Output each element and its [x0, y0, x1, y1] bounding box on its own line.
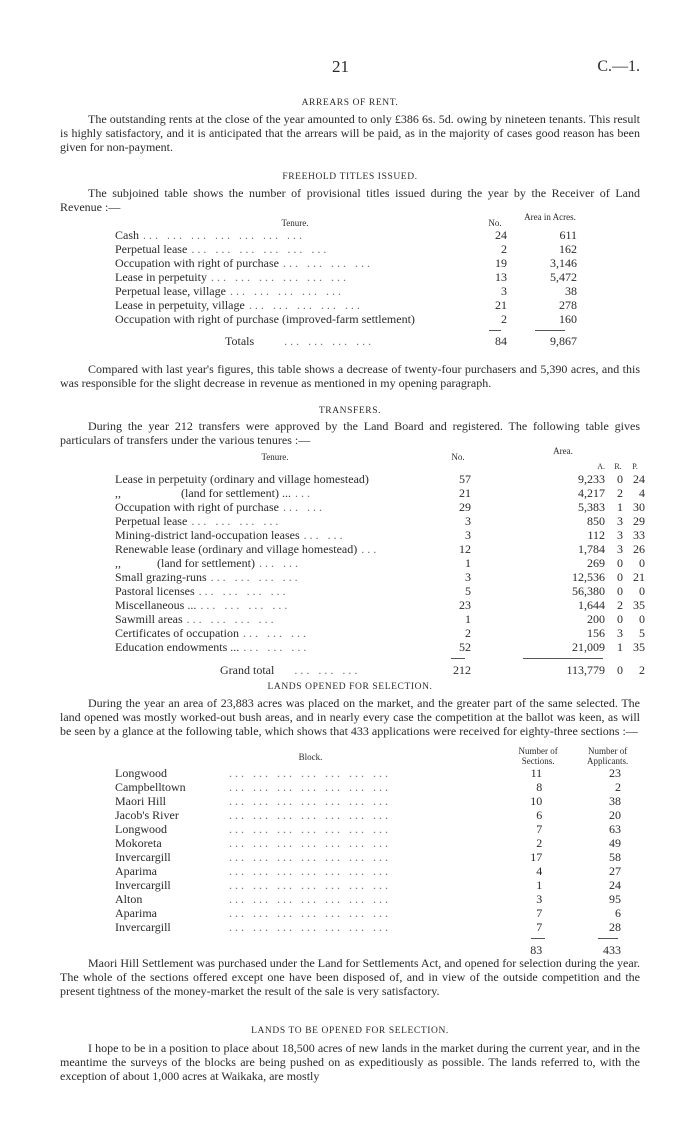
transfers-r: 2	[617, 486, 623, 500]
transfers-row	[115, 500, 645, 514]
page-header	[60, 57, 640, 80]
lands-dots: ... ... ... ... ... ... ...	[229, 864, 391, 878]
lands-row	[115, 878, 645, 892]
transfers-a: 12,536	[572, 570, 605, 584]
transfers-total-p: 2	[639, 663, 645, 677]
lands-applicants: 23	[609, 766, 621, 780]
transfers-no: 3	[465, 570, 471, 584]
transfers-a: 112	[587, 528, 605, 542]
transfers-row	[115, 514, 645, 528]
lands-row	[115, 836, 645, 850]
freehold-area: 611	[559, 228, 577, 242]
freehold-row	[115, 298, 585, 312]
lands-block: Aparima	[115, 906, 157, 920]
transfers-table-header	[115, 446, 645, 462]
lands-block-cell	[115, 766, 506, 780]
transfers-r: 0	[617, 612, 623, 626]
transfers-tenure: Lease in perpetuity (ordinary and village homestead)	[115, 472, 369, 486]
transfers-p: 30	[633, 500, 645, 514]
transfers-tenure-cell	[115, 612, 435, 626]
freehold-row	[115, 312, 585, 326]
lands-dots: ... ... ... ... ... ... ...	[229, 850, 391, 864]
lands-sections: 4	[536, 864, 543, 878]
transfers-a: 269	[587, 556, 605, 570]
freehold-dots	[415, 312, 419, 326]
transfers-tenure: Small grazing-runs	[115, 570, 207, 584]
transfers-total-no: 212	[453, 663, 471, 677]
transfers-tenure: Education endowments ...	[115, 640, 240, 654]
transfers-row	[115, 486, 645, 500]
transfers-col-p: P.	[632, 462, 638, 471]
freehold-dots: ... ... ... ... ... ... ...	[143, 228, 305, 242]
arrears-section	[60, 112, 640, 154]
freehold-area: 3,146	[550, 256, 577, 270]
lands-applicants: 27	[609, 864, 621, 878]
freehold-dots: ... ... ... ... ...	[229, 284, 344, 298]
lands-row	[115, 794, 645, 808]
lands-applicants: 6	[615, 906, 621, 920]
transfers-row	[115, 598, 645, 612]
transfers-dots: ... ...	[303, 528, 346, 542]
transfers-intro-block	[60, 419, 640, 447]
freehold-tenure: Occupation with right of purchase	[115, 256, 279, 270]
freehold-area: 160	[559, 312, 577, 326]
transfers-p: 0	[639, 584, 645, 598]
freehold-area: 162	[559, 242, 577, 256]
transfers-dots: ... ...	[258, 556, 301, 570]
arrears-heading: ARREARS OF RENT.	[301, 98, 399, 108]
freehold-tenure-cell	[115, 298, 475, 312]
lands-to-open-block	[60, 1041, 640, 1083]
transfers-r: 3	[617, 528, 623, 542]
freehold-heading: FREEHOLD TITLES ISSUED.	[282, 172, 418, 182]
freehold-after: Compared with last year's figures, this table shows a decrease of twenty-four purchasers and 5,390 acres, and this was responsible for the slight decrease in revenue as mentioned in my opening paragraph.	[60, 362, 640, 390]
freehold-dots: ... ... ... ... ... ...	[191, 242, 330, 256]
transfers-total-row	[115, 659, 645, 677]
transfers-a: 850	[587, 514, 605, 528]
lands-dots: ... ... ... ... ... ... ...	[229, 780, 391, 794]
transfers-r: 0	[617, 570, 623, 584]
freehold-area: 278	[559, 298, 577, 312]
lands-opened-table-header	[115, 746, 645, 766]
freehold-tenure: Occupation with right of purchase (improved-farm settlement)	[115, 312, 415, 326]
lands-block-cell	[115, 780, 506, 794]
transfers-dots: ...	[361, 542, 380, 556]
transfers-tenure-cell	[115, 542, 435, 556]
lands-applicants: 24	[609, 878, 621, 892]
lands-sections: 2	[536, 836, 543, 850]
lands-applicants: 2	[615, 780, 621, 794]
lands-row	[115, 808, 645, 822]
transfers-no: 5	[465, 584, 471, 598]
lands-opened-intro-block	[60, 696, 640, 738]
freehold-table	[115, 212, 585, 348]
lands-row	[115, 920, 645, 934]
transfers-dots: ...	[294, 486, 313, 500]
lands-row	[115, 850, 645, 864]
freehold-dots: ... ... ... ... ... ...	[210, 270, 349, 284]
transfers-p: 35	[633, 640, 645, 654]
transfers-col-area: Area.	[553, 446, 573, 456]
lands-block: Longwood	[115, 822, 167, 836]
transfers-tenure-cell	[115, 500, 435, 514]
transfers-row	[115, 640, 645, 654]
transfers-total-dots: ... ... ...	[294, 663, 361, 677]
transfers-tenure-cell	[115, 640, 435, 654]
lands-applicants: 38	[609, 794, 621, 808]
transfers-tenure: Perpetual lease	[115, 514, 188, 528]
lands-dots: ... ... ... ... ... ... ...	[229, 878, 391, 892]
lands-to-open-paragraph: I hope to be in a position to place about 18,500 acres of new lands in the market during the current year, and in the meantime the surveys of the blocks are being pushed on as expeditiously as possible. The lands referred to, with the exception of about 1,000 acres at Waikaka, are mostly	[60, 1041, 640, 1083]
lands-total-row	[115, 939, 645, 957]
transfers-tenure-cell	[115, 514, 435, 528]
transfers-p: 26	[633, 542, 645, 556]
freehold-area: 5,472	[550, 270, 577, 284]
transfers-a: 156	[587, 626, 605, 640]
transfers-r: 0	[617, 556, 623, 570]
freehold-table-header	[115, 212, 585, 228]
lands-sections: 10	[530, 794, 543, 808]
transfers-row	[115, 570, 645, 584]
transfers-no: 12	[459, 542, 471, 556]
freehold-area: 38	[565, 284, 577, 298]
freehold-after-block	[60, 362, 640, 390]
lands-dots: ... ... ... ... ... ... ...	[229, 794, 391, 808]
transfers-tenure: Mining-district land-occupation leases	[115, 528, 300, 542]
lands-opened-heading: LANDS OPENED FOR SELECTION.	[267, 682, 433, 692]
transfers-dots: ... ... ... ...	[210, 570, 301, 584]
freehold-tenure-cell	[115, 312, 475, 326]
page-number: 21	[332, 57, 349, 76]
lands-dots: ... ... ... ... ... ... ...	[229, 808, 391, 822]
freehold-tenure: Lease in perpetuity, village	[115, 298, 245, 312]
transfers-heading: TRANSFERS.	[318, 406, 382, 416]
lands-to-open-heading: LANDS TO BE OPENED FOR SELECTION.	[251, 1026, 449, 1036]
lands-block: Mokoreta	[115, 836, 162, 850]
lands-block-cell	[115, 822, 506, 836]
lands-row	[115, 906, 645, 920]
transfers-row	[115, 528, 645, 542]
freehold-row	[115, 228, 585, 242]
transfers-r: 0	[617, 472, 623, 486]
lands-block: Alton	[115, 892, 143, 906]
transfers-p: 24	[633, 472, 645, 486]
transfers-tenure: Sawmill areas	[115, 612, 183, 626]
transfers-p: 33	[633, 528, 645, 542]
freehold-no: 19	[495, 256, 507, 270]
lands-dots: ... ... ... ... ... ... ...	[229, 892, 391, 906]
lands-dots: ... ... ... ... ... ... ...	[229, 920, 391, 934]
transfers-no: 29	[459, 500, 471, 514]
lands-block-cell	[115, 836, 506, 850]
lands-block-cell	[115, 850, 506, 864]
lands-block-cell	[115, 794, 506, 808]
lands-row	[115, 766, 645, 780]
lands-block: Longwood	[115, 766, 167, 780]
freehold-tenure-cell	[115, 284, 475, 298]
transfers-r: 2	[617, 598, 623, 612]
transfers-a: 1,784	[578, 542, 605, 556]
lands-block: Invercargill	[115, 850, 171, 864]
lands-sections: 7	[536, 920, 543, 934]
transfers-col-r: R.	[614, 462, 622, 471]
freehold-intro-block	[60, 186, 640, 214]
transfers-row	[115, 612, 645, 626]
transfers-col-no: No.	[451, 452, 465, 462]
transfers-total-r: 0	[617, 663, 623, 677]
freehold-tenure-cell	[115, 228, 475, 242]
transfers-r: 1	[617, 500, 623, 514]
freehold-no: 24	[495, 228, 507, 242]
transfers-tenure: Occupation with right of purchase	[115, 500, 279, 514]
freehold-col-no: No.	[488, 218, 502, 228]
arrears-paragraph: The outstanding rents at the close of the year amounted to only £386 6s. 5d. owing by nineteen tenants. This result is highly satisfactory, and it is anticipated that the arrears will be paid, as in the majority of cases good reason has been given for non-payment.	[60, 112, 640, 154]
transfers-a: 9,233	[578, 472, 605, 486]
transfers-a: 4,217	[578, 486, 605, 500]
freehold-row	[115, 242, 585, 256]
transfers-no: 3	[465, 528, 471, 542]
freehold-tenure: Cash	[115, 228, 139, 242]
lands-block-cell	[115, 864, 506, 878]
transfers-r: 0	[617, 584, 623, 598]
transfers-r: 3	[617, 514, 623, 528]
transfers-row	[115, 472, 645, 486]
lands-col-applicants: Number of Applicants.	[586, 746, 629, 766]
lands-dots: ... ... ... ... ... ... ...	[229, 766, 391, 780]
lands-sections: 3	[536, 892, 543, 906]
lands-col-block: Block.	[298, 752, 323, 762]
freehold-intro: The subjoined table shows the number of provisional titles issued during the year by the Receiver of Land Revenue :—	[60, 186, 640, 214]
freehold-tenure: Lease in perpetuity	[115, 270, 207, 284]
freehold-dots: ... ... ... ...	[282, 256, 373, 270]
lands-block: Jacob's River	[115, 808, 179, 822]
transfers-dots: ... ... ...	[242, 626, 309, 640]
lands-dots: ... ... ... ... ... ... ...	[229, 836, 391, 850]
lands-block-cell	[115, 808, 506, 822]
transfers-dots: ... ... ...	[243, 640, 310, 654]
lands-sections: 17	[530, 850, 543, 864]
freehold-tenure: Perpetual lease	[115, 242, 188, 256]
lands-opened-after-block	[60, 956, 640, 998]
lands-applicants: 49	[609, 836, 621, 850]
transfers-table	[115, 446, 645, 677]
document-reference: C.—1.	[597, 58, 640, 75]
transfers-no: 1	[465, 556, 471, 570]
transfers-dots: ... ...	[282, 500, 325, 514]
freehold-row	[115, 284, 585, 298]
transfers-no: 57	[459, 472, 471, 486]
transfers-tenure-cell	[115, 570, 435, 584]
freehold-col-tenure: Tenure.	[281, 218, 309, 228]
transfers-p: 0	[639, 556, 645, 570]
lands-total-applicants: 433	[603, 943, 621, 957]
transfers-total-a: 113,779	[566, 663, 605, 677]
lands-block-cell	[115, 878, 506, 892]
transfers-tenure-cell	[115, 556, 435, 570]
lands-applicants: 58	[609, 850, 621, 864]
transfers-a: 1,644	[578, 598, 605, 612]
lands-sections: 1	[536, 878, 543, 892]
lands-total-sections: 83	[530, 943, 543, 957]
lands-sections: 7	[536, 906, 543, 920]
transfers-no: 3	[465, 514, 471, 528]
freehold-total-dots: ... ... ... ...	[284, 334, 375, 348]
lands-col-sections: Number of Sections.	[518, 746, 558, 766]
lands-opened-after: Maori Hill Settlement was purchased under the Land for Settlements Act, and opened for selection during the year. The whole of the sections offered except one have been disposed of, and in view of the outside competition and the present tightness of the money-market the result of the sale is very satisfactory.	[60, 956, 640, 998]
lands-row	[115, 892, 645, 906]
lands-block-cell	[115, 906, 506, 920]
transfers-row	[115, 542, 645, 556]
freehold-no: 21	[495, 298, 507, 312]
lands-opened-table	[115, 746, 645, 957]
transfers-tenure: Renewable lease (ordinary and village homestead)	[115, 542, 358, 556]
freehold-tenure: Perpetual lease, village	[115, 284, 226, 298]
lands-block-cell	[115, 892, 506, 906]
transfers-row	[115, 556, 645, 570]
transfers-no: 1	[465, 612, 471, 626]
transfers-total-label: Grand total	[220, 663, 275, 677]
freehold-row	[115, 256, 585, 270]
transfers-col-a: A.	[597, 462, 605, 471]
freehold-total-label: Totals	[225, 334, 255, 348]
transfers-p: 29	[633, 514, 645, 528]
lands-applicants: 95	[609, 892, 621, 906]
lands-row	[115, 864, 645, 878]
transfers-tenure: Pastoral licenses	[115, 584, 195, 598]
lands-sections: 7	[536, 822, 543, 836]
transfers-r: 1	[617, 640, 623, 654]
transfers-tenure: ,, (land for settlement) ...	[115, 486, 291, 500]
lands-sections: 8	[536, 780, 543, 794]
lands-dots: ... ... ... ... ... ... ...	[229, 822, 391, 836]
lands-block: Aparima	[115, 864, 157, 878]
transfers-r: 3	[617, 542, 623, 556]
transfers-a: 200	[587, 612, 605, 626]
transfers-row	[115, 584, 645, 598]
transfers-tenure: Miscellaneous ...	[115, 598, 197, 612]
transfers-no: 52	[459, 640, 471, 654]
lands-opened-intro: During the year an area of 23,883 acres was placed on the market, and the greater part of the same selected. The land opened was mostly worked-out bush areas, and in nearly every case the competition at the ballot was keen, as will be seen by a glance at the following table, which shows that 433 applications were received for eighty-three sections :—	[60, 696, 640, 738]
transfers-dots: ... ... ... ...	[186, 612, 277, 626]
lands-block: Maori Hill	[115, 794, 166, 808]
transfers-tenure-cell	[115, 626, 435, 640]
transfers-p: 4	[639, 486, 645, 500]
lands-sections: 6	[536, 808, 543, 822]
transfers-p: 0	[639, 612, 645, 626]
freehold-tenure-cell	[115, 256, 475, 270]
transfers-r: 3	[617, 626, 623, 640]
transfers-tenure-cell	[115, 528, 435, 542]
transfers-tenure-cell	[115, 598, 435, 612]
freehold-total-area: 9,867	[550, 334, 577, 348]
transfers-tenure: ,, (land for settlement)	[115, 556, 255, 570]
freehold-tenure-cell	[115, 270, 475, 284]
transfers-dots: ... ... ... ...	[198, 584, 289, 598]
transfers-row	[115, 626, 645, 640]
freehold-total-row	[115, 331, 585, 348]
lands-applicants: 20	[609, 808, 621, 822]
transfers-dots	[369, 472, 373, 486]
freehold-no: 3	[501, 284, 507, 298]
freehold-no: 2	[501, 242, 507, 256]
transfers-p: 35	[633, 598, 645, 612]
lands-block: Invercargill	[115, 920, 171, 934]
transfers-tenure-cell	[115, 472, 435, 486]
lands-applicants: 63	[609, 822, 621, 836]
lands-row	[115, 780, 645, 794]
transfers-intro: During the year 212 transfers were approved by the Land Board and registered. The following table gives particulars of transfers under the various tenures :—	[60, 419, 640, 447]
freehold-col-area: Area in Acres.	[524, 212, 576, 222]
transfers-p: 21	[633, 570, 645, 584]
freehold-no: 2	[501, 312, 507, 326]
transfers-subheader	[115, 462, 645, 472]
freehold-tenure-cell	[115, 242, 475, 256]
lands-row	[115, 822, 645, 836]
transfers-no: 21	[459, 486, 471, 500]
transfers-a: 5,383	[578, 500, 605, 514]
lands-block: Invercargill	[115, 878, 171, 892]
transfers-no: 23	[459, 598, 471, 612]
lands-applicants: 28	[609, 920, 621, 934]
transfers-a: 56,380	[572, 584, 605, 598]
lands-sections: 11	[530, 766, 543, 780]
freehold-no: 13	[495, 270, 507, 284]
transfers-no: 2	[465, 626, 471, 640]
freehold-total-no: 84	[495, 334, 507, 348]
transfers-tenure-cell	[115, 486, 435, 500]
lands-block: Campbelltown	[115, 780, 186, 794]
transfers-dots: ... ... ... ...	[191, 514, 282, 528]
freehold-dots: ... ... ... ... ...	[248, 298, 363, 312]
transfers-tenure: Certificates of occupation	[115, 626, 239, 640]
transfers-col-tenure: Tenure.	[261, 452, 289, 462]
transfers-dots: ... ... ... ...	[200, 598, 291, 612]
transfers-tenure-cell	[115, 584, 435, 598]
lands-block-cell	[115, 920, 506, 934]
lands-dots: ... ... ... ... ... ... ...	[229, 906, 391, 920]
transfers-a: 21,009	[572, 640, 605, 654]
transfers-p: 5	[639, 626, 645, 640]
freehold-row	[115, 270, 585, 284]
